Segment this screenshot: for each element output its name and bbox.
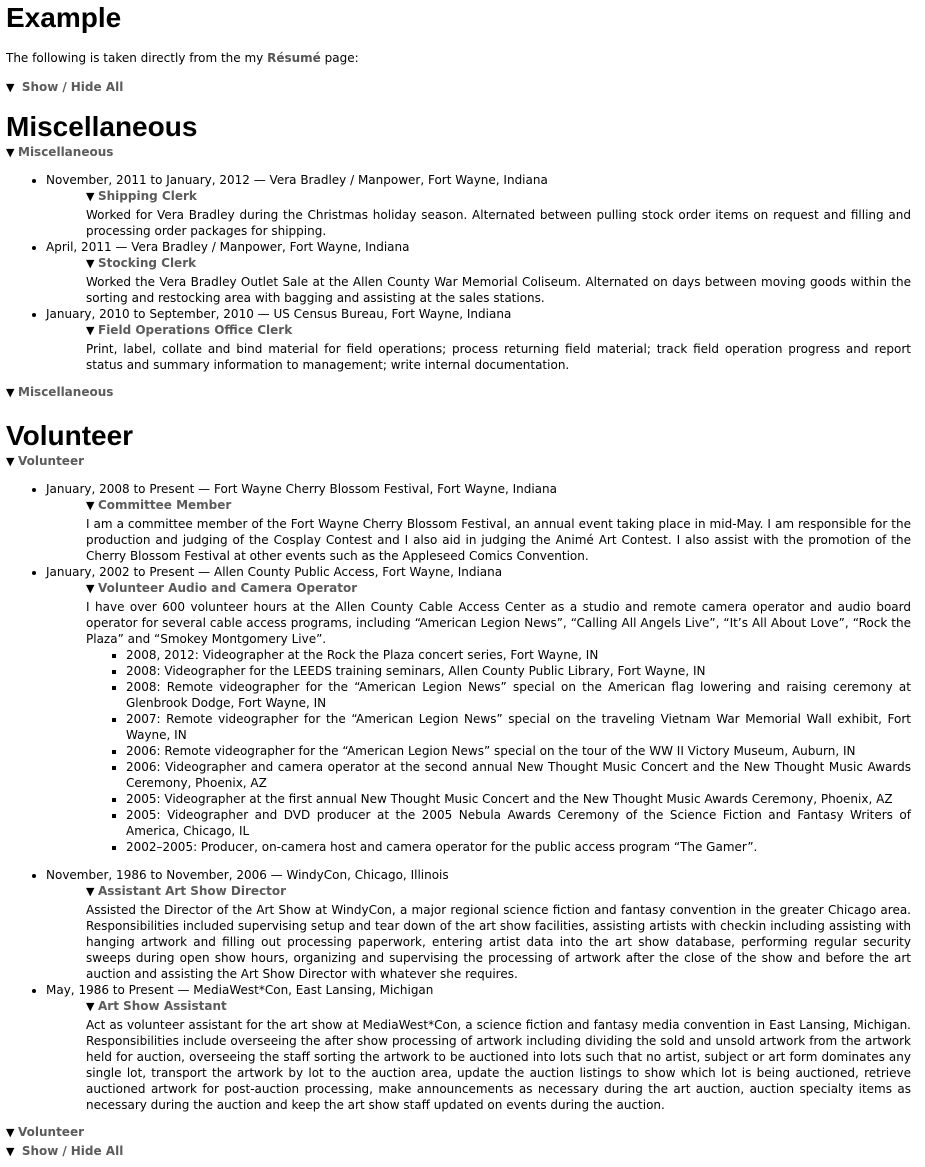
list-item: • November, 1986 to November, 2006 — WindyCon, Chicago, Illinois ▼ Assistant Art Show Director Assisted the Director of the Art Show at WindyCon, a major regional science fiction and fantasy convention in the greater Chicago area. Responsibilities included supervising setup and tear down of the art show facilities, assisting artists with checkin including assisting with hanging artwork and filling out processing paperwork, entering artist data into the art show database, performing regular security sweeps during open show hours, organizing and supervising the processing of artwork after the close of the show and before the art auction and assisting the Art Show Director with whatever she requires. <box>46 867 911 982</box>
credit-item: ▪ 2002–2005: Producer, on-camera host and camera operator for the public access program “The Gamer”. <box>126 839 911 855</box>
credit-item: ▪ 2005: Videographer and DVD producer at the 2005 Nebula Awards Ceremony of the Science Fiction and Fantasy Writers of America, Chicago, IL <box>126 807 911 839</box>
list-item: • January, 2002 to Present — Allen County Public Access, Fort Wayne, Indiana ▼ Volunteer Audio and Camera Operator I have over 600 volunteer hours at the Allen County Cable Access Center as a studio and remote camera operator and audio board operator for several cable access programs, including “American Legion News”, “Calling All Angels Live”, “It’s All About Love”, “Rock the Plaza” and “Smokey Montgomery Live”. ▪ 2008, 2012: Videographer at the Rock the Plaza concert series, Fort Wayne, IN ▪ 2008: Videographer for the LEEDS training seminars, Allen County Public Library, Fort Wayne, IN ▪ 2008: Remote videographer for the “American Legion News” special on the American flag lowering and raising ceremony at Glenbrook Dodge, Fort Wayne, IN ▪ 2007: Remote videographer for the “American Legion News” special on the traveling Vietnam War Memorial Wall exhibit, Fort Wayne, IN ▪ 2006: Remote videographer for the “American Legion News” special on the tour of the WW II Victory Museum, Auburn, IN ▪ 2006: Videographer and camera operator at the second annual New Thought Music Concert and the New Thought Music Awards Ceremony, Phoenix, AZ ▪ 2005: Videographer at the first annual New Thought Music Concert and the New Thought Music Awards Ceremony, Phoenix, AZ ▪ 2005: Videographer and DVD producer at the 2005 Nebula Awards Ceremony of the Science Fiction and Fantasy Writers of America, Chicago, IL ▪ 2002–2005: Producer, on-camera host and camera operator for the public access program “The Gamer”. <box>46 564 911 855</box>
resume-link[interactable]: Résumé <box>267 51 321 65</box>
volunteer-toggle-link[interactable]: Volunteer <box>18 1125 85 1139</box>
intro-text: The following is taken directly from the my Résumé page: <box>6 51 359 65</box>
volunteer-list <box>6 481 911 1113</box>
credits-list <box>86 647 911 855</box>
hide-all-link[interactable]: Hide All <box>70 80 124 94</box>
job-description: Act as volunteer assistant for the art show at MediaWest*Con, a science fiction and fantasy media convention in East Lansing, Michigan. Responsibilities include overseeing the after show processing of artwork including dividing the sold and unsold artwork from the artwork held for auction, overseeing the staff sorting the artwork to be auctioned into lots such that no artist, subject or art form dominates any single lot, transport the artwork by lot to the auction area, update the auction listings to show which lot is being auctioned, retrieve auctioned artwork for post-auction processing, make announcements as necessary during the art auction, auction specialty items as necessary during the auction and keep the art show staff updated on events during the auction. <box>86 1018 911 1112</box>
job-description: Worked for Vera Bradley during the Christmas holiday season. Alternated between pulling stock order items on request and filling and processing order packages for shipping. <box>86 208 911 238</box>
triangle-down-icon: ▼ <box>6 81 15 94</box>
show-link[interactable]: Show <box>21 1144 59 1158</box>
triangle-down-icon: ▼ <box>6 1126 15 1139</box>
job-title-toggle[interactable]: Committee Member <box>98 498 232 512</box>
list-item: • January, 2010 to September, 2010 — US Census Bureau, Fort Wayne, Indiana ▼ Field Operations Office Clerk Print, label, collate and bind material for field operations; process returning field material; track field operation progress and report status and summary information to management; write internal documentation. <box>46 306 911 373</box>
misc-toggle-top[interactable] <box>6 143 911 162</box>
credit-item: ▪ 2008: Videographer for the LEEDS training seminars, Allen County Public Library, Fort Wayne, IN <box>126 663 911 679</box>
triangle-down-icon: ▼ <box>86 499 95 512</box>
hide-all-link[interactable]: Hide All <box>70 1144 124 1158</box>
credit-item: ▪ 2008, 2012: Videographer at the Rock the Plaza concert series, Fort Wayne, IN <box>126 647 911 663</box>
show-link[interactable]: Show <box>21 80 59 94</box>
triangle-down-icon: ▼ <box>86 1000 95 1013</box>
list-item: • April, 2011 — Vera Bradley / Manpower, Fort Wayne, Indiana ▼ Stocking Clerk Worked the Vera Bradley Outlet Sale at the Allen County War Memorial Coliseum. Alternated on days between moving goods within the sorting and restocking area with bagging and assisting at the sales stations. <box>46 239 911 306</box>
job-description: Print, label, collate and bind material for field operations; process returning field material; track field operation progress and report status and summary information to management; write internal documentation. <box>86 342 911 372</box>
triangle-down-icon: ▼ <box>86 257 95 270</box>
show-hide-all-bottom: ▼ Show / Hide All <box>6 1142 911 1161</box>
credit-item: ▪ 2007: Remote videographer for the “American Legion News” special on the traveling Vietnam War Memorial Wall exhibit, Fort Wayne, IN <box>126 711 911 743</box>
triangle-down-icon: ▼ <box>86 324 95 337</box>
list-item: • May, 1986 to Present — MediaWest*Con, East Lansing, Michigan ▼ Art Show Assistant Act as volunteer assistant for the art show at MediaWest*Con, a science fiction and fantasy media convention in East Lansing, Michigan. Responsibilities include overseeing the after show processing of artwork including dividing the sold and unsold artwork from the artwork held for auction, overseeing the staff sorting the artwork to be auctioned into lots such that no artist, subject or art form dominates any single lot, transport the artwork by lot to the auction area, update the auction listings to show which lot is being auctioned, retrieve auctioned artwork for post-auction processing, make announcements as necessary during the art auction, auction specialty items as necessary during the auction and keep the art show staff updated on events during the auction. <box>46 982 911 1113</box>
misc-toggle-bottom[interactable] <box>6 383 911 402</box>
example-heading: Example <box>6 2 122 33</box>
credit-item: ▪ 2006: Remote videographer for the “American Legion News” special on the tour of the WW II Victory Museum, Auburn, IN <box>126 743 911 759</box>
misc-list <box>6 172 911 373</box>
volunteer-toggle-link[interactable]: Volunteer <box>18 454 85 468</box>
misc-toggle-link[interactable]: Miscellaneous <box>18 145 114 159</box>
job-description: I have over 600 volunteer hours at the Allen County Cable Access Center as a studio and remote camera operator and audio board operator for several cable access programs, including “American Legion News”, “Calling All Angels Live”, “It’s All About Love”, “Rock the Plaza” and “Smokey Montgomery Live”. <box>86 600 911 646</box>
job-title-toggle[interactable]: Assistant Art Show Director <box>98 884 287 898</box>
job-title-toggle[interactable]: Shipping Clerk <box>98 189 197 203</box>
triangle-down-icon: ▼ <box>6 386 15 399</box>
triangle-down-icon: ▼ <box>6 455 15 468</box>
triangle-down-icon: ▼ <box>86 582 95 595</box>
job-title-toggle[interactable]: Art Show Assistant <box>98 999 227 1013</box>
misc-heading: Miscellaneous <box>6 111 198 142</box>
volunteer-toggle-top[interactable] <box>6 452 911 471</box>
credit-item: ▪ 2008: Remote videographer for the “American Legion News” special on the American flag lowering and raising ceremony at Glenbrook Dodge, Fort Wayne, IN <box>126 679 911 711</box>
volunteer-toggle-bottom[interactable] <box>6 1123 911 1142</box>
job-title-toggle[interactable]: Volunteer Audio and Camera Operator <box>98 581 358 595</box>
job-title-toggle[interactable]: Stocking Clerk <box>98 256 197 270</box>
credit-item: ▪ 2005: Videographer at the first annual New Thought Music Concert and the New Thought Music Awards Ceremony, Phoenix, AZ <box>126 791 911 807</box>
job-title-toggle[interactable]: Field Operations Office Clerk <box>98 323 293 337</box>
list-item: • November, 2011 to January, 2012 — Vera Bradley / Manpower, Fort Wayne, Indiana ▼ Shipping Clerk Worked for Vera Bradley during the Christmas holiday season. Alternated between pulling stock order items on request and filling and processing order packages for shipping. <box>46 172 911 239</box>
job-description: Worked the Vera Bradley Outlet Sale at the Allen County War Memorial Coliseum. Alternated on days between moving goods within the sorting and restocking area with bagging and assisting at the sales stations. <box>86 275 911 305</box>
triangle-down-icon: ▼ <box>86 885 95 898</box>
triangle-down-icon: ▼ <box>86 190 95 203</box>
misc-toggle-link[interactable]: Miscellaneous <box>18 385 114 399</box>
triangle-down-icon: ▼ <box>6 1145 15 1158</box>
job-description: I am a committee member of the Fort Wayne Cherry Blossom Festival, an annual event taking place in mid-May. I am responsible for the production and judging of the Cosplay Contest and I also aid in judging the Animé Art Contest. I also assist with the promotion of the Cherry Blossom Festival at other events such as the Appleseed Comics Convention. <box>86 517 911 563</box>
triangle-down-icon: ▼ <box>6 146 15 159</box>
credit-item: ▪ 2006: Videographer and camera operator at the second annual New Thought Music Concert and the New Thought Music Awards Ceremony, Phoenix, AZ <box>126 759 911 791</box>
job-description: Assisted the Director of the Art Show at WindyCon, a major regional science fiction and fantasy convention in the greater Chicago area. Responsibilities included supervising setup and tear down of the art show facilities, assisting artists with checkin including assisting with hanging artwork and filling out processing paperwork, entering artist data into the art show database, performing regular security sweeps during open show hours, organizing and supervising the processing of artwork after the close of the show and before the art auction and assisting the Art Show Director with whatever she requires. <box>86 903 911 981</box>
show-hide-all-top: ▼ Show / Hide All <box>6 78 911 97</box>
list-item: • January, 2008 to Present — Fort Wayne Cherry Blossom Festival, Fort Wayne, Indiana ▼ Committee Member I am a committee member of the Fort Wayne Cherry Blossom Festival, an annual event taking place in mid-May. I am responsible for the production and judging of the Cosplay Contest and I also aid in judging the Animé Art Contest. I also assist with the promotion of the Cherry Blossom Festival at other events such as the Appleseed Comics Convention. <box>46 481 911 564</box>
volunteer-heading: Volunteer <box>6 420 134 451</box>
